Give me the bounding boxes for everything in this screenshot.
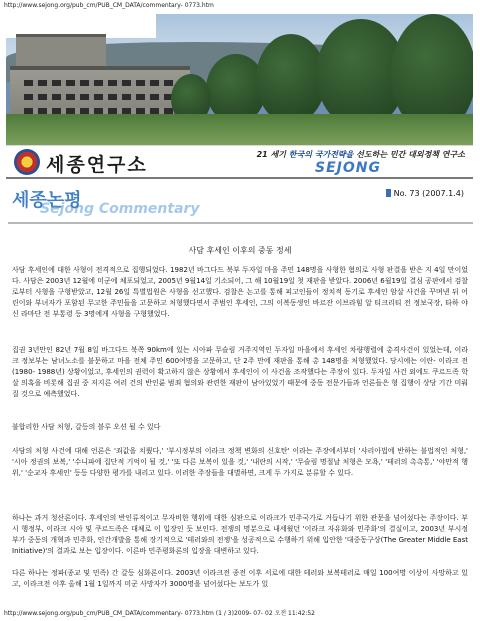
brand-bar: [6, 145, 473, 179]
campus-photo-banner: [6, 14, 473, 147]
institute-tagline: 21 세기 한국의 국가전략을 선도하는 민간 대외정책 연구소: [256, 150, 465, 159]
paragraph-2: 집권 3년만인 82년 7월 8일 바그다드 북쪽 90km에 있는 시아파 무슬림 거주지역인 두자일 마을에서 후세인 차량행렬에 총격사건이 있었는데, 이라크 정보부는 남녀노소를 불문하고 마을 전체 주민 600여명을 고문하고, 단 2주 만에 재판을 통해 총 148명을 처형했었다. 당시에는 이란- 이라크 전(1980- 1988년) 상황이었고, 후세인의 권력이 확고하지 않은 상황에서 후세인이 이 사건을 조작했다는 주장이 있다. 두자일 사건 외에도 쿠르드족 학살 의혹을 비롯해 집권 중 저지른 여러 건의 반인륜 범죄 혐의와 관련한 재판이 남아있었기 때문에 중동 전문가들과 언론들은 형 집행이 상당 기간 미뤄질 것으로 예측했었다.: [12, 346, 468, 398]
paragraph-3: 사담의 처형 사건에 대해 언론은 '죄값을 치뤘다,' '부시정부의 이라크 정책 변화의 신호탄' 이라는 주장에서부터 '샤리아법에 반하는 불법적인 처형,' '시아 정권의 보복,' '수니파에 집단적 기억이 될 것,' '또 다른 보복이 있을 것,' '내란의 시작,' '무슬림 명절날 처형은 모욕,' '테러의 촉촉통,' '야만적 행위,' '순교자 후세인' 등등 다양한 평가를 내리고 있다. 이러한 주장들을 대별하면, 크게 두 가지로 분류할 수 있다.: [12, 447, 468, 477]
commentary-subtitle: Sejong Commentary: [40, 201, 200, 217]
paragraph-1: 사담 후세인에 대한 사형이 전격적으로 집행되었다. 1982년 바그다드 북부 두자일 마을 주민 148명을 사형한 혐의로 사형 판결을 받은 지 4일 만이었다. 사담은 2003년 12월에 미군에 체포되었고, 2005년 9월14일 기소되어, 그 해 10월19일 첫 재판을 받았다. 2006년 6월19일 결심 공판에서 검찰로부터 사형을 구형받았고, 12월 26일 특별법원은 사형을 선고했다. 검찰은 논고를 통해 피고인들이 정치적 동기로 후세인 암살 사건을 꾸며낸 뒤 어린이와 부녀자가 포함된 무고한 주민들을 고문하고 처형했다면서 주범인 후세인, 그의 이복동생인 바르잔 이브라힘 알 티크리티 전 정보국장, 타하 야신 라마단 전 부통령 등 3명에게 사형을 구형했었다.: [12, 266, 468, 318]
issue-number: No. 73 (2007.1.4): [386, 189, 464, 198]
issue-marker-icon: [386, 189, 391, 197]
sejong-logo: SEJONG: [315, 160, 381, 176]
print-footer: http://www.sejong.org/pub_cm/PUB_CM_DATA/commentary- 0773.htm (1 / 3)2009- 07- 02 오전 11:42:52: [4, 610, 315, 617]
paragraph-4: 하나는 과거 청산론이다. 후세인의 반인류적이고 무자비한 행위에 대한 심판으로 이라크가 민주국가로 거듭나기 위한 관문을 넘어섰다는 주장이다. 부시 행정부, 이라크 시아 및 쿠르드족은 대체로 이 입장인 듯 보인다. 전쟁의 명분으로 내세웠던 '이라크 자유화와 민주화'의 결실이고, 2003년 부시정부가 중동의 개혁과 민주화, 인간개발을 통해 장기적으로 '테러와의 전쟁'을 성공적으로 수행하기 위해 입안한 '대중동구상(The Greater Middle East Initiative)'의 결과로 보는 입장이다. 이른바 민주평화론의 입장을 대변하고 있다.: [12, 514, 468, 555]
print-header-url: http://www.sejong.org/pub_cm/PUB_CM_DATA/commentary- 0773.htm: [4, 2, 214, 9]
institute-name: 세종연구소: [46, 154, 148, 176]
sejong-seal-icon: [14, 149, 40, 175]
commentary-title: 세종논평: [12, 190, 82, 211]
section-heading: 불합리한 사담 처형, 갈등의 블루 오션 될 수 있다: [12, 423, 161, 431]
paragraph-5: 다른 하나는 정파(종교 및 민족) 간 갈등 심화론이다. 2003년 이라크전 종전 이후 서로에 대한 테러와 보복테러로 매일 100여명 이상이 사망하고 있고, 이라크전 이후 올해 1월 1일까지 미군 사망자가 3000명을 넘어섰다는 보도가 있: [12, 569, 468, 588]
article-title: 사담 후세인 이후의 중동 정세: [188, 246, 292, 255]
